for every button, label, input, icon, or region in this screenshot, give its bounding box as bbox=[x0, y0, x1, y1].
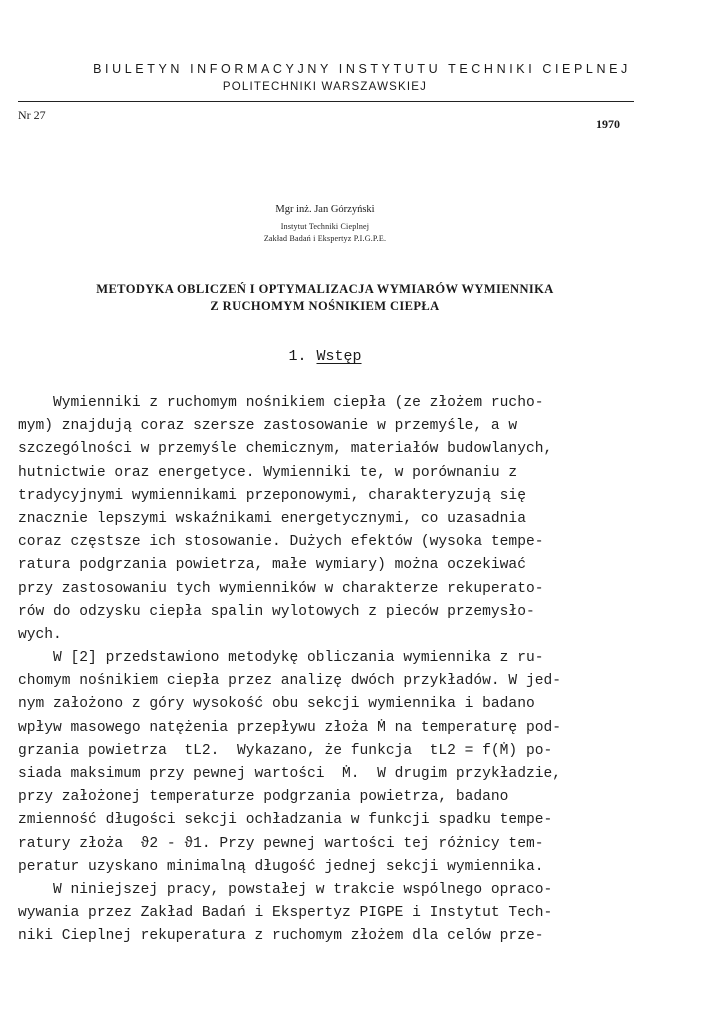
body-line: rów do odzysku ciepła spalin wylotowych z pieców przemysło- bbox=[18, 603, 535, 620]
author-name: Mgr inż. Jan Górzyński bbox=[275, 204, 375, 215]
body-line: chomym nośnikiem ciepła przez analizę dwóch przykładów. W jed- bbox=[18, 673, 561, 690]
body-line: Wymienniki z ruchomym nośnikiem ciepła (ze złożem rucho- bbox=[18, 395, 544, 411]
journal-title-line2: POLITECHNIKI WARSZAWSKIEJ bbox=[222, 81, 428, 93]
body-line: szczególności w przemyśle chemicznym, materiałów budowlanych, bbox=[18, 441, 553, 458]
body-line: coraz częstsze ich stosowanie. Dużych efektów (wysoka tempe- bbox=[18, 534, 544, 551]
section-number: 1. bbox=[288, 348, 307, 365]
body-line: peratur uzyskano minimalną długość jednej sekcji wymiennika. bbox=[18, 858, 544, 875]
issue-number: Nr 27 bbox=[18, 108, 46, 122]
body-line: znacznie lepszymi wskaźnikami energetycznymi, co uzasadnia bbox=[18, 510, 526, 527]
body-line: nym założono z góry wysokość obu sekcji wymiennika i badano bbox=[18, 696, 535, 713]
author-affiliation-1: Instytut Techniki Cieplnej bbox=[280, 222, 370, 231]
paper-title-line1: METODYKA OBLICZEŃ I OPTYMALIZACJA WYMIARÓW WYMIENNIKA bbox=[96, 282, 554, 296]
author-affiliation-2: Zakład Badań i Ekspertyz P.I.G.P.E. bbox=[263, 234, 387, 243]
header-rule bbox=[18, 101, 634, 102]
paper-title-line2: Z RUCHOMYM NOŚNIKIEM CIEPŁA bbox=[210, 299, 440, 313]
body-line: tradycyjnymi wymiennikami przeponowymi, charakteryzują się bbox=[18, 487, 526, 504]
body-line: W [2] przedstawiono metodykę obliczania wymiennika z ru- bbox=[18, 650, 544, 667]
body-line: ratura podgrzania powietrza, małe wymiary) można oczekiwać bbox=[18, 557, 526, 574]
body-line: wywania przez Zakład Badań i Ekspertyz PIGPE i Instytut Tech- bbox=[18, 905, 553, 922]
body-line: ratury złoża ϑ2 - ϑ1. Przy pewnej wartości tej różnicy tem- bbox=[18, 835, 544, 852]
body-line: wych. bbox=[18, 626, 62, 643]
section-heading bbox=[0, 348, 650, 365]
body-line: W niniejszej pracy, powstałej w trakcie wspólnego opraco- bbox=[18, 881, 553, 898]
body-line: wpływ masowego natężenia przepływu złoża Ṁ na temperaturę pod- bbox=[18, 719, 561, 736]
body-line: przy założonej temperaturze podgrzania powietrza, badano bbox=[18, 789, 509, 806]
body-line: grzania powietrza tL2. Wykazano, że funkcja tL2 = f(Ṁ) po- bbox=[18, 742, 553, 759]
body-line: niki Cieplnej rekuperatura z ruchomym złożem dla celów prze- bbox=[18, 928, 544, 945]
body-line: przy zastosowaniu tych wymienników w charakterze rekuperato- bbox=[18, 580, 544, 597]
body-line: mym) znajdują coraz szersze zastosowanie w przemyśle, a w bbox=[18, 418, 518, 435]
body-line: hutnictwie oraz energetyce. Wymienniki te, w porównaniu z bbox=[18, 464, 518, 481]
body-text bbox=[18, 392, 638, 949]
body-line: zmienność długości sekcji ochładzania w funkcji spadku tempe- bbox=[18, 812, 553, 829]
journal-title-line1: BIULETYN INFORMACYJNY INSTYTUTU TECHNIKI CIEPLNEJ bbox=[93, 62, 631, 76]
section-title: Wstęp bbox=[316, 348, 362, 365]
publication-year: 1970 bbox=[596, 117, 620, 131]
body-line: siada maksimum przy pewnej wartości Ṁ. W drugim przykładzie, bbox=[18, 766, 561, 782]
